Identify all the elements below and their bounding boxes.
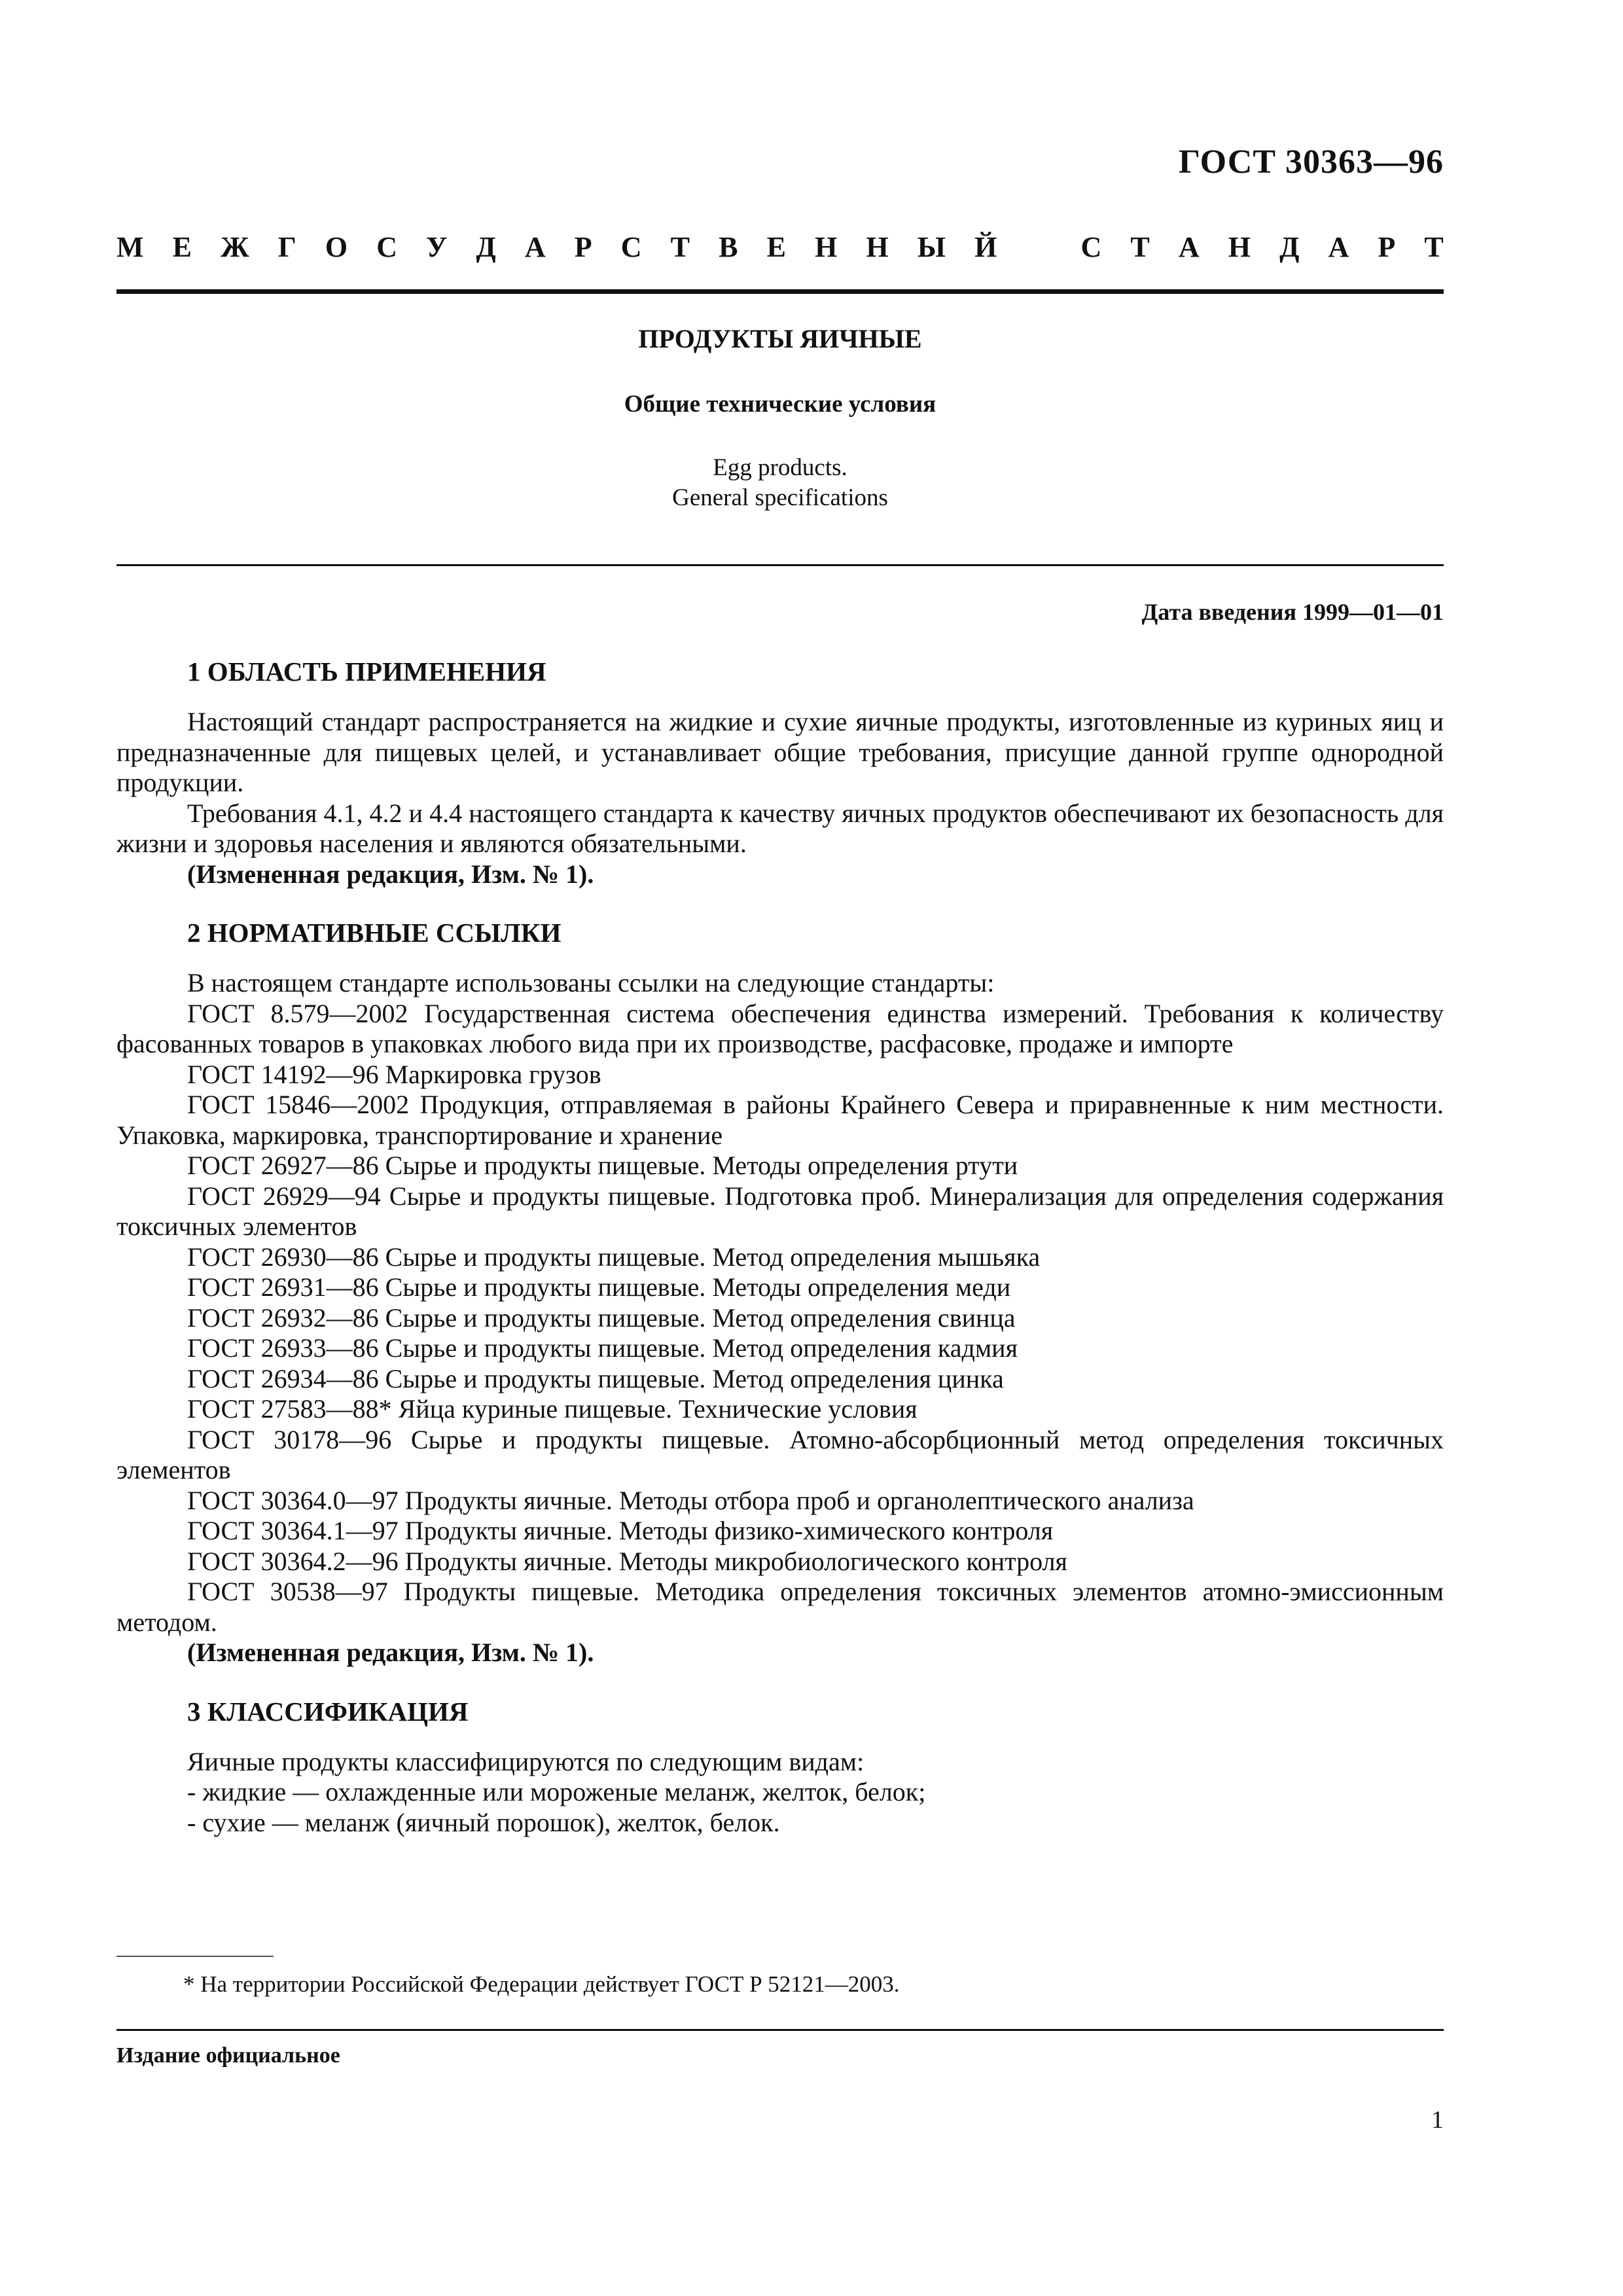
banner-letter: С <box>620 231 642 263</box>
reference-item: ГОСТ 26933—86 Сырье и продукты пищевые. Метод определения кадмия <box>187 1333 1018 1363</box>
amendment-note: (Измененная редакция, Изм. № 1). <box>187 859 594 889</box>
document-subtitle: Общие технические условия <box>624 391 936 418</box>
footer-divider <box>116 2029 1444 2031</box>
banner-letter: У <box>426 231 448 263</box>
section-heading: 3 КЛАССИФИКАЦИЯ <box>187 1696 469 1727</box>
document-number: ГОСТ 30363—96 <box>1178 143 1444 181</box>
amendment-note: (Измененная редакция, Изм. № 1). <box>187 1638 594 1667</box>
english-title <box>116 453 1444 513</box>
banner-letter: С <box>1080 231 1102 263</box>
section <box>116 913 1444 1668</box>
reference-item: ГОСТ 30538—97 Продукты пищевые. Методика определения токсичных элементов атомно-эмиссионным методом. <box>116 1577 1444 1637</box>
banner-letter: Й <box>974 231 997 263</box>
paragraph: Требования 4.1, 4.2 и 4.4 настоящего стандарта к качеству яичных продуктов обеспечивают их безопасность для жизни и здоровья населения и являются обязательными. <box>116 798 1444 858</box>
footnote: * На территории Российской Федерации действует ГОСТ Р 52121—2003. <box>183 1971 900 1997</box>
banner-letter: Ы <box>917 231 946 263</box>
section <box>116 1692 1444 1839</box>
reference-item: ГОСТ 26934—86 Сырье и продукты пищевые. Метод определения цинка <box>187 1363 1004 1393</box>
paragraph: Настоящий стандарт распространяется на жидкие и сухие яичные продукты, изготовленные из куриных яиц и предназначенные для пищевых целей, и устанавливает общие требования, присущие данной группе однородной продукции. <box>116 707 1444 797</box>
paragraph: Яичные продукты классифицируются по следующим видам: <box>187 1746 865 1776</box>
banner-letter: А <box>524 231 546 263</box>
banner-letter: В <box>719 231 738 263</box>
section-heading: 1 ОБЛАСТЬ ПРИМЕНЕНИЯ <box>187 656 546 687</box>
title-divider <box>116 564 1444 566</box>
reference-item: ГОСТ 27583—88* Яйца куриные пищевые. Технические условия <box>187 1394 918 1424</box>
english-title-line: Egg products. <box>713 454 847 481</box>
paragraph: - сухие — меланж (яичный порошок), желток, белок. <box>187 1807 780 1837</box>
banner-letter: Т <box>1130 231 1150 263</box>
banner-letter: Н <box>866 231 889 263</box>
paragraph: - жидкие — охлажденные или мороженые меланж, желток, белок; <box>187 1777 926 1806</box>
banner-letter: М <box>116 231 144 263</box>
banner-letter: Е <box>172 231 192 263</box>
document-title: ПРОДУКТЫ ЯИЧНЫЕ <box>638 324 922 353</box>
reference-item: ГОСТ 26932—86 Сырье и продукты пищевые. Метод определения свинца <box>187 1302 1016 1333</box>
banner-letter: Д <box>476 231 496 263</box>
banner-letter: Р <box>574 231 592 263</box>
banner-letter: Ж <box>221 231 249 263</box>
reference-item: ГОСТ 15846—2002 Продукция, отправляемая в районы Крайнего Севера и приравненные к ним местности. Упаковка, маркировка, транспортирование и хранение <box>116 1090 1444 1150</box>
banner-letter: Т <box>1424 231 1444 263</box>
document-body <box>116 652 1444 1861</box>
reference-item: ГОСТ 26927—86 Сырье и продукты пищевые. Методы определения ртути <box>187 1151 1018 1180</box>
reference-item: ГОСТ 30178—96 Сырье и продукты пищевые. Атомно-абсорбционный метод определения токсичных элементов <box>116 1424 1444 1484</box>
banner-letter: А <box>1328 231 1349 263</box>
header-divider <box>116 289 1444 294</box>
introduction-date: Дата введения 1999—01—01 <box>1141 599 1444 625</box>
banner-letter: Г <box>277 231 296 263</box>
banner-letter: Т <box>670 231 690 263</box>
page-number: 1 <box>1431 2106 1444 2134</box>
reference-item: ГОСТ 30364.0—97 Продукты яичные. Методы отбора проб и органолептического анализа <box>187 1485 1194 1515</box>
banner-letter: О <box>325 231 348 263</box>
reference-item: ГОСТ 26929—94 Сырье и продукты пищевые. Подготовка проб. Минерализация для определения содержания токсичных элементов <box>116 1181 1444 1241</box>
banner-letter: Р <box>1378 231 1396 263</box>
interstate-standard-banner <box>116 230 1444 264</box>
section <box>116 652 1444 889</box>
banner-letter: Д <box>1279 231 1300 263</box>
section-heading: 2 НОРМАТИВНЫЕ ССЫЛКИ <box>187 918 562 948</box>
english-title-line: General specifications <box>672 484 888 511</box>
paragraph: В настоящем стандарте использованы ссылки на следующие стандарты: <box>187 968 995 997</box>
reference-item: ГОСТ 26931—86 Сырье и продукты пищевые. Методы определения меди <box>187 1272 1011 1302</box>
reference-item: ГОСТ 26930—86 Сырье и продукты пищевые. Метод определения мышьяка <box>187 1242 1041 1272</box>
banner-letter: С <box>376 231 397 263</box>
banner-letter: А <box>1178 231 1200 263</box>
banner-letter: Е <box>766 231 786 263</box>
edition-label: Издание официальное <box>116 2043 340 2068</box>
footnote-divider <box>116 1956 274 1957</box>
banner-word-gap <box>1026 230 1052 264</box>
reference-item: ГОСТ 8.579—2002 Государственная система обеспечения единства измерений. Требования к количеству фасованных товаров в упаковках любого вида при их производстве, расфасовке, продаже и импорте <box>116 998 1444 1058</box>
reference-item: ГОСТ 30364.2—96 Продукты яичные. Методы микробиологического контроля <box>187 1546 1067 1576</box>
banner-letter: Н <box>1228 231 1251 263</box>
banner-letter: Н <box>815 231 838 263</box>
reference-item: ГОСТ 30364.1—97 Продукты яичные. Методы физико-химического контроля <box>187 1516 1054 1545</box>
reference-item: ГОСТ 14192—96 Маркировка грузов <box>187 1059 601 1089</box>
